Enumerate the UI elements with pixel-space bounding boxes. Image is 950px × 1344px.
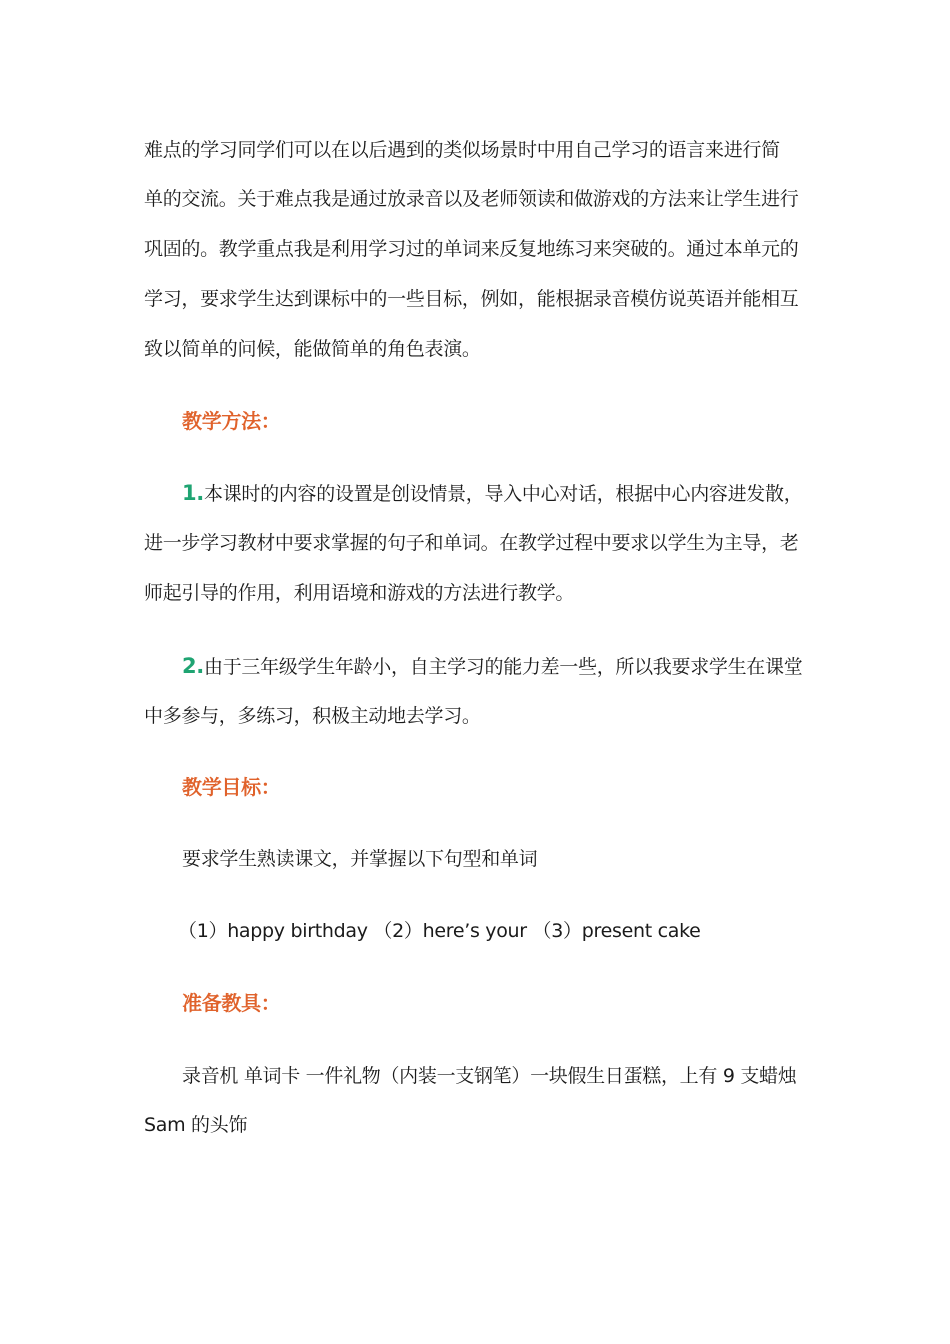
method-item-1-line-2: 进一步学习教材中要求掌握的句子和单词。在教学过程中要求以学生为主导，老 bbox=[144, 532, 799, 554]
intro-line-2: 单的交流。关于难点我是通过放录音以及老师领读和做游戏的方法来让学生进行 bbox=[144, 188, 799, 210]
method-item-1-line-3: 师起引导的作用，利用语境和游戏的方法进行教学。 bbox=[144, 582, 575, 604]
method-item-2-line-2: 中多参与，多练习，积极主动地去学习。 bbox=[144, 705, 481, 727]
goals-text: 要求学生熟读课文，并掌握以下句型和单词 bbox=[182, 848, 538, 870]
intro-line-5: 致以简单的问候，能做简单的角色表演。 bbox=[144, 338, 481, 360]
methods-heading: 教学方法： bbox=[182, 409, 281, 433]
goals-items: （1）happy birthday （2）here’s your （3）present cake bbox=[178, 920, 701, 942]
goals-heading: 教学目标： bbox=[182, 775, 281, 799]
tools-line-2: Sam 的头饰 bbox=[144, 1114, 248, 1136]
intro-line-3: 巩固的。教学重点我是利用学习过的单词来反复地练习来突破的。通过本单元的 bbox=[144, 238, 799, 260]
method-item-2-text: 由于三年级学生年龄小，自主学习的能力差一些，所以我要求学生在课堂 bbox=[204, 656, 803, 678]
method-item-1-text: 本课时的内容的设置是创设情景，导入中心对话，根据中心内容进发散， bbox=[204, 483, 803, 505]
intro-line-1: 难点的学习同学们可以在以后遇到的类似场景时中用自己学习的语言来进行简 bbox=[144, 139, 780, 161]
method-item-1 bbox=[182, 480, 802, 507]
method-item-2-number: 2. bbox=[182, 654, 204, 678]
method-item-1-number: 1. bbox=[182, 481, 204, 505]
intro-line-4: 学习，要求学生达到课标中的一些目标，例如，能根据录音模仿说英语并能相互 bbox=[144, 288, 799, 310]
method-item-2 bbox=[182, 653, 802, 680]
tools-line-1: 录音机 单词卡 一件礼物（内装一支钢笔）一块假生日蛋糕，上有 9 支蜡烛 bbox=[182, 1065, 797, 1087]
tools-heading: 准备教具： bbox=[182, 991, 281, 1015]
